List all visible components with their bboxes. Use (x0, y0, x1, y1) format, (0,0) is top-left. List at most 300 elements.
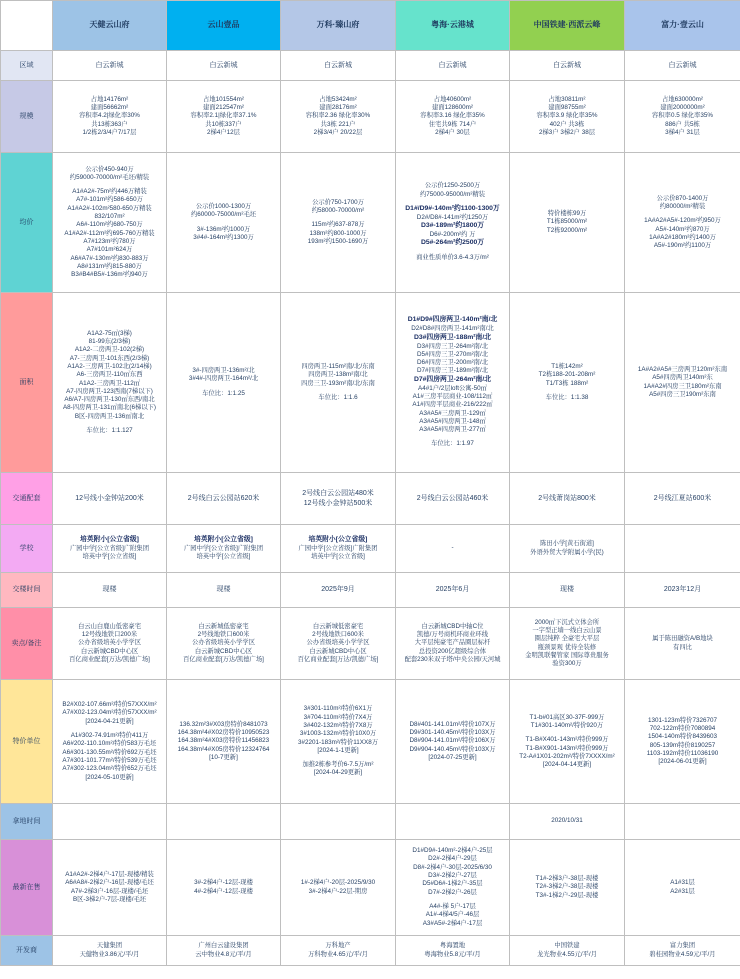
cell-line: T1#301-140m²/特价920万 (530, 721, 604, 729)
row-size (1, 293, 740, 473)
cell-size (510, 293, 625, 473)
cell-line: 富力集团 (669, 942, 696, 950)
spacer (55, 819, 164, 825)
cell-developer (510, 936, 625, 966)
cell-line: 2号线白云公园站460米 (416, 494, 489, 502)
cell-line: A1#-4梯4/5户-46层 (425, 911, 480, 919)
cell-line: A3#A5#三房两卫-129㎡ (419, 409, 486, 417)
cell-line: 天健物业3.86元/平/月 (79, 950, 140, 958)
cell-line: T1-B#X901-143m²/特价999万 (525, 744, 609, 752)
cell-line: 凯德/万号商机环商业环线 (416, 631, 488, 639)
project-name: 万科·臻山府 (281, 1, 396, 51)
cell-size (625, 293, 740, 473)
project-name: 中国铁建·西派云峰 (510, 1, 625, 51)
spacer (627, 546, 738, 552)
cell-line: 公办省级培英小学学区 (192, 639, 255, 647)
cell-scale (53, 81, 167, 153)
cell-line: 一字型正墙一线白云山景 (532, 626, 602, 634)
cell-school (625, 525, 740, 573)
cell-line: 164.38m²4#X03房特价11456823 (177, 737, 270, 745)
cell-line: 百亿商业配套[万达/凯德广场] (297, 655, 379, 663)
cell-line: 1504-140m特价8439603 (648, 733, 717, 741)
row-label: 卖点/备注 (1, 608, 53, 680)
cell-line: 1301-123m特价7326707 (648, 716, 717, 724)
cell-line: D1#D9#四房两卫-140m²南/北 (407, 316, 498, 324)
cell-line: 占地630000m² (662, 95, 703, 103)
cell-line: A3#A5#-2梯4户-17层 (422, 919, 483, 927)
cell-line: A6#A7#-130m²约830-883万 (70, 254, 149, 262)
project-name: 富力·壹云山 (625, 1, 740, 51)
cell-line: A6#301-130.55m²/特价692万毛坯 (62, 748, 157, 756)
row-transport (1, 473, 740, 525)
cell-line: 3#-四房两卫-136m²/北 (192, 367, 255, 375)
cell-school (396, 525, 510, 573)
cell-latest (625, 840, 740, 936)
cell-line: B区-四房两卫-136㎡南北 (74, 412, 145, 420)
row-label: 交通配套 (1, 473, 53, 525)
cell-line: A5#四房两卫140m²东 (652, 374, 713, 382)
cell-open_date (167, 804, 281, 840)
cell-line: 3#704-110m²/特价7X4万 (303, 713, 373, 721)
row-selling (1, 608, 740, 680)
cell-line: A7#123m²约780万 (83, 237, 136, 245)
cell-line: 配套230米双子塔/中央公园/天河城 (404, 655, 501, 663)
cell-line: D5#-264m²约2500万 (420, 239, 485, 247)
cell-line: 建面2000000m² (660, 104, 705, 112)
cell-line: A1#四房平层商业-216/222㎡ (412, 401, 493, 409)
cell-transport (625, 473, 740, 525)
cell-line: T2-A#1X01-202m²/特价7XXXX/m² (519, 752, 615, 760)
cell-line: 占地14176m² (90, 95, 129, 103)
cell-line: 2号线白云公园站620米 (187, 494, 260, 502)
row-label: 面积 (1, 293, 53, 473)
cell-line: 2020/10/31 (551, 817, 583, 825)
cell-selling (53, 608, 167, 680)
cell-line: D9#904-140.45m²/特价103X万 (409, 745, 496, 753)
cell-line: 公办省级培英小学学区 (78, 639, 141, 647)
header-row (1, 1, 740, 51)
cell-size (281, 293, 396, 473)
cell-line: 2000㎡下沉式立体会所 (534, 618, 600, 626)
cell-specials (167, 680, 281, 804)
cell-line: 3#-2梯4户-12层-现楼 (194, 879, 253, 887)
cell-size (53, 293, 167, 473)
cell-line: 1103-192m特价11036190 (646, 749, 719, 757)
cell-line: A5#-140m²约870万 (655, 225, 710, 233)
cell-open_date (53, 804, 167, 840)
cell-line: 白云新城 (95, 61, 124, 69)
cell-line: D9#301-140.45m²/特价103X万 (409, 729, 496, 737)
cell-line: A6#-110m²约680-750万 (76, 221, 143, 229)
cell-line: 702-122m特价7080894 (649, 724, 716, 732)
cell-area (281, 51, 396, 81)
cell-line: 车位比：1:1.6 (318, 393, 358, 401)
cell-line: 外语外贸大学附属小学(民) (530, 548, 604, 556)
cell-open_date (510, 804, 625, 840)
cell-line: 公示价1250-2500万 (424, 182, 481, 190)
cell-line: 2023年12月 (663, 586, 702, 594)
cell-line: A7#101m²624万 (86, 246, 133, 254)
cell-line: A1#302-74.91m²/特价411万 (70, 732, 149, 740)
cell-line: A8-四房两卫-131㎡南北(6梯以下) (62, 404, 157, 412)
cell-developer (53, 936, 167, 966)
cell-school (281, 525, 396, 573)
cell-line: 约75000-95000/m²精装 (419, 190, 486, 198)
row-label: 交楼时间 (1, 573, 53, 608)
cell-line: 约80000/m²精装 (659, 202, 706, 210)
cell-line: 约59000-70000/m²毛坯/精装 (69, 173, 150, 181)
cell-delivery (396, 573, 510, 608)
row-specials (1, 680, 740, 804)
cell-line: 总投资200亿超级综合体 (418, 647, 487, 655)
cell-line: 现楼 (560, 586, 574, 594)
cell-scale (625, 81, 740, 153)
cell-line: 2梯3/4户 20/22层 (313, 128, 363, 136)
cell-latest (167, 840, 281, 936)
cell-line: 占地40600m² (433, 95, 472, 103)
cell-line: A3#A5#四房两卫-148㎡ (419, 417, 486, 425)
row-latest (1, 840, 740, 936)
cell-line: 81-99东(2/3梯) (88, 338, 131, 346)
cell-transport (53, 473, 167, 525)
row-label: 特价单位 (1, 680, 53, 804)
cell-line: 共13栋363户 (91, 120, 128, 128)
cell-line: 万科物业4.65元/平/月 (308, 950, 368, 958)
cell-line: 2号线江夏站600米 (653, 494, 712, 502)
cell-line: 占地101554m² (203, 95, 244, 103)
cell-line: A1#A2#-112m²约695-760万精装 (64, 229, 155, 237)
cell-line: 164.38m²4#X05房特价12324764 (177, 745, 270, 753)
cell-line: 3#4#-四房两卫-164m²/北 (188, 375, 259, 383)
cell-delivery (281, 573, 396, 608)
cell-line: 碧桂园物业4.59元/平/月 (649, 950, 716, 958)
cell-line: A7#-2梯3户-16层-现楼/毛坯 (70, 887, 149, 895)
cell-line: 3#4#-164m²约1300万 (193, 233, 254, 241)
cell-line: 2梯4户 30层 (435, 128, 470, 136)
cell-line: 万科地产 (325, 942, 351, 950)
cell-line: 3#-136m²约1000万 (196, 225, 251, 233)
cell-line: 容积率0.5 绿化率35% (652, 112, 713, 120)
row-label: 区域 (1, 51, 53, 81)
cell-line: 广园中学[公立省级]广附集团 (298, 544, 378, 552)
cell-line: D8#-2梯4户-30层-2025/6/30 (413, 863, 492, 871)
cell-line: 2梯3户 3梯2户 38层 (539, 128, 595, 136)
cell-line: D5#四房三卫-270m²南/北 (416, 350, 489, 358)
cell-developer (281, 936, 396, 966)
cell-line: [2024-06-01更新] (658, 758, 707, 766)
cell-line: A4#-梯 5户-17层 (429, 902, 476, 910)
spacer (398, 819, 507, 825)
cell-line: A6/A7-四房两卫-130㎡东西/南北 (64, 396, 155, 404)
cell-transport (167, 473, 281, 525)
cell-line: D7#-2梯2户-26层 (428, 888, 477, 896)
cell-line: 陈田小学[黄石街道] (540, 540, 594, 548)
cell-line: 公示价870-1400万 (656, 194, 709, 202)
cell-line: 白云新城 (209, 61, 238, 69)
cell-line: 培英附小[公立省级] (308, 535, 368, 543)
table-body (1, 51, 740, 966)
cell-line: A1#A2#-75m²约446万精装 (72, 188, 147, 196)
cell-line: D2#/D8#-141m²约1250万 (416, 213, 489, 221)
cell-line: 龙光物业4.55元/平/月 (537, 950, 597, 958)
cell-line: 1A#A2#180m²约1400万 (649, 233, 716, 241)
cell-line: 886户 共5栋 (665, 120, 700, 128)
cell-line: A1#A2#-102m²580-650万精装 (67, 204, 152, 212)
cell-line: A1A2-三房两卫-102北(2/14梯) (67, 362, 152, 370)
cell-school (510, 525, 625, 573)
cell-selling (625, 608, 740, 680)
cell-line: 白云新城CBD中心区 (309, 647, 367, 655)
cell-line: D2#D8#四房两卫-141m²南/北 (411, 325, 494, 333)
cell-line: 建面128600m² (432, 104, 473, 112)
cell-scale (510, 81, 625, 153)
cell-area (625, 51, 740, 81)
cell-selling (396, 608, 510, 680)
cell-delivery (625, 573, 740, 608)
cell-delivery (510, 573, 625, 608)
cell-school (167, 525, 281, 573)
row-label: 学校 (1, 525, 53, 573)
cell-transport (396, 473, 510, 525)
row-open_date (1, 804, 740, 840)
cell-line: 2号线白云公园站480米 (302, 490, 374, 498)
cell-line: 容积率2.1|绿化率37.1% (190, 112, 257, 120)
cell-area (167, 51, 281, 81)
spacer (283, 819, 393, 825)
cell-line: 车位比：1:1.97 (431, 440, 474, 448)
cell-line: 136.32m²3#X03房特价8481073 (179, 720, 268, 728)
cell-line: 白云新城 (324, 61, 352, 69)
cell-school (53, 525, 167, 573)
row-label: 开发商 (1, 936, 53, 966)
cell-line: T1-B#X401-143m²/特价999万 (525, 736, 609, 744)
cell-line: A1A2-二房两卫-102(2梯) (74, 346, 145, 354)
row-label: 规模 (1, 81, 53, 153)
cell-line: D1#D9#-140m²-2梯4户-25层 (412, 847, 493, 855)
row-delivery (1, 573, 740, 608)
cell-line: T2栋92000/m² (546, 226, 588, 234)
cell-line: A5#-190m²约1100万 (653, 242, 712, 250)
cell-line: A7#-101m²约586-650万 (76, 196, 143, 204)
cell-specials (625, 680, 740, 804)
cell-line: 2025年6月 (435, 586, 470, 594)
cell-line: 四房两卫-138m²南/北 (308, 371, 368, 379)
cell-size (167, 293, 281, 473)
cell-line: 805-139m特价8190257 (649, 741, 716, 749)
cell-line: 白云新城CBD中心区 (194, 647, 253, 655)
cell-line: 402户 共3栋 (549, 120, 585, 128)
cell-specials (510, 680, 625, 804)
cell-line: 建面98755m² (548, 104, 586, 112)
cell-line: T1栋85000/m² (546, 218, 588, 226)
cell-line: 四房两卫-115m²南/北/东南 (301, 362, 375, 370)
cell-line: 12号线地铁口200米 (81, 631, 138, 639)
cell-line: 占地30811m² (548, 95, 586, 103)
cell-line: D2#-2梯4户-29层 (428, 855, 477, 863)
cell-line: 广园中学[公立省级]广附集团 (69, 544, 150, 552)
cell-line: D3#-189m²约1800万 (420, 222, 485, 230)
cell-line: 4#-2梯4户-12层-现楼 (194, 887, 253, 895)
cell-line: 中国铁建 (554, 942, 580, 950)
cell-line: 2梯4户12层 (207, 128, 240, 136)
row-area (1, 51, 740, 81)
cell-line: 建面212547m² (203, 104, 244, 112)
cell-line: A5#四房三卫190m²东南 (649, 390, 716, 398)
cell-line: B2#X02-107.66m²/特价57XXX/m² (62, 701, 157, 709)
row-label: 拿地时间 (1, 804, 53, 840)
cell-line: 有四比 (673, 643, 692, 651)
cell-line: - (451, 544, 454, 552)
cell-delivery (53, 573, 167, 608)
cell-line: T1栋142m² (551, 362, 583, 370)
cell-line: 广园中学[公立省级]广附集团 (183, 544, 264, 552)
cell-line: D7#四房两卫-264m²南/北 (413, 375, 492, 383)
cell-scale (396, 81, 510, 153)
cell-delivery (167, 573, 281, 608)
cell-line: 车位比：1:1.38 (545, 393, 589, 401)
cell-line: 2号线地铁口600米 (197, 631, 250, 639)
cell-area (53, 51, 167, 81)
cell-line: 12号线小金钟站200米 (75, 494, 144, 502)
cell-line: [2024-04-29更新] (313, 769, 363, 777)
cell-latest (281, 840, 396, 936)
cell-price (281, 153, 396, 293)
cell-line: 3梯4户 31层 (665, 128, 700, 136)
cell-line: D8#904-141.01m²/特价106X万 (409, 737, 496, 745)
cell-selling (167, 608, 281, 680)
cell-line: [10-7更新] (209, 753, 238, 761)
cell-line: 住宅共9栋 714户 (428, 120, 477, 128)
spacer (627, 819, 738, 825)
cell-scale (281, 81, 396, 153)
cell-latest (396, 840, 510, 936)
cell-line: 大平层纯豪宅产品圈层标杆 (414, 639, 491, 647)
cell-line: [2024-07-25更新] (428, 753, 477, 761)
cell-line: 占地53424m² (319, 95, 357, 103)
row-scale (1, 81, 740, 153)
cell-line: 粤海物业5.8元/平/月 (424, 950, 481, 958)
cell-line: 2号线地铁口600米 (312, 631, 364, 639)
cell-line: D6#-200m²约 万 (429, 231, 476, 239)
cell-line: A7#302-123.04m²/特价652万毛坯 (62, 765, 157, 773)
cell-open_date (281, 804, 396, 840)
cell-line: 培英中学[公立省级] (311, 552, 365, 560)
project-name: 天健云山府 (53, 1, 167, 51)
cell-line: [2024-1-1更新] (317, 746, 359, 754)
cell-price (510, 153, 625, 293)
cell-line: 公示价1000-1300万 (195, 202, 252, 210)
cell-developer (167, 936, 281, 966)
cell-line: 圈层纯粹 全豪宅大平层 (534, 635, 600, 643)
cell-line: A7#301-101.77m²/特价539万毛坯 (62, 756, 157, 764)
cell-line: A3#A5#四房两卫-277㎡ (419, 426, 486, 434)
cell-line: 138m²约800-1000万 (309, 229, 367, 237)
cell-line: A7-四房两卫-123西南(7梯以下) (66, 387, 153, 395)
cell-line: A6#A8#-2梯2户-16层-现楼/毛坯 (65, 879, 154, 887)
project-name: 云山壹品 (167, 1, 281, 51)
cell-open_date (396, 804, 510, 840)
cell-line: 3#402-132m²/特价7X8万 (303, 721, 373, 729)
cell-line: 建面28176m² (319, 104, 357, 112)
cell-line: 1A#A2#四房三卫180m²东南 (643, 382, 722, 390)
cell-line: T2栋188-201-208m² (538, 371, 596, 379)
cell-open_date (625, 804, 740, 840)
cell-line: 广州白云建设集团 (198, 942, 249, 950)
cell-line: 2025年9月 (321, 586, 355, 594)
cell-line: 培英中学[公立省级] (196, 552, 251, 560)
cell-line: 白云新城CBD中轴C位 (421, 622, 484, 630)
cell-specials (281, 680, 396, 804)
cell-line: 商业性质单价3.6-4.3万/m² (416, 254, 489, 262)
cell-price (625, 153, 740, 293)
cell-line: 车位比：1:1.127 (86, 426, 133, 434)
cell-line: 培英附小[公立省级] (194, 535, 253, 543)
cell-line: T2#-3梯2户-38层-现楼 (535, 883, 599, 891)
cell-price (167, 153, 281, 293)
cell-line: 公示价450-940万 (85, 165, 134, 173)
cell-line: 天健集团 (96, 942, 123, 950)
cell-line: 现楼 (216, 586, 231, 594)
cell-line: 白云山白鹿山低密豪宅 (78, 622, 141, 630)
cell-line: 3#301-110m²/特价6X1万 (303, 705, 373, 713)
cell-line: A1A2-75㎡(3梯) (87, 329, 132, 337)
cell-line: 1#-2梯4户-20层-2025/9/30 (300, 879, 376, 887)
cell-line: 容积率4.2|绿化率30% (79, 112, 140, 120)
cell-line: [2024-04-14更新] (542, 761, 592, 769)
cell-line: T1-b#01高区30-37F-999万 (529, 713, 605, 721)
cell-line: 属于陈田融资A/B地块 (652, 635, 713, 643)
cell-transport (281, 473, 396, 525)
cell-line: 12号线小金钟站500米 (303, 499, 373, 507)
cell-line: 公示价750-1700万 (312, 198, 364, 206)
cell-line: A1A2-三房两卫-112㎡ (78, 379, 141, 387)
row-price (1, 153, 740, 293)
cell-line: 现楼 (102, 586, 117, 594)
cell-area (396, 51, 510, 81)
cell-line: T3#-1梯2户-29层-现楼 (535, 891, 599, 899)
cell-line: 云中物业4.8元/平/月 (195, 950, 252, 958)
cell-line: 2号线萧岗站800米 (538, 494, 596, 502)
cell-line: [2024-05-10更新] (85, 773, 134, 781)
cell-line: 四房三卫-193m²南/北/东南 (301, 379, 375, 387)
cell-line: A6-三房两卫-110㎡东西 (76, 371, 143, 379)
cell-selling (510, 608, 625, 680)
cell-line: 加推2栋参考价6-7.5万/m² (302, 761, 374, 769)
cell-line: 1A#A2#A5#三房两卫120m²东南 (637, 365, 728, 373)
cell-line: A1#31层 (670, 879, 695, 887)
cell-line: 193m²约1500-1690万 (307, 237, 369, 245)
spacer (169, 819, 278, 825)
cell-price (396, 153, 510, 293)
cell-line: 约60000-75000/m²毛坯 (190, 211, 257, 219)
cell-specials (396, 680, 510, 804)
cell-line: D8#401-141.01m²/特价107X万 (409, 720, 496, 728)
cell-specials (53, 680, 167, 804)
cell-line: 百亿商业配套[万达/凯德广场] (69, 655, 150, 663)
cell-line: 培英附小[公立省级] (80, 535, 139, 543)
cell-line: D7#四房三卫-189m²南/北 (416, 367, 489, 375)
row-label: 最新在售 (1, 840, 53, 936)
cell-line: 容积率3.16 绿化率35% (420, 112, 485, 120)
cell-latest (53, 840, 167, 936)
cell-line: 白云新城 (553, 61, 581, 69)
cell-selling (281, 608, 396, 680)
cell-line: A6#202-110.10m²/特价583万毛坯 (62, 740, 157, 748)
cell-line: D3#四房两卫-188m²南/北 (413, 333, 492, 341)
cell-latest (510, 840, 625, 936)
cell-transport (510, 473, 625, 525)
cell-line: 共10栋337户 (205, 120, 242, 128)
